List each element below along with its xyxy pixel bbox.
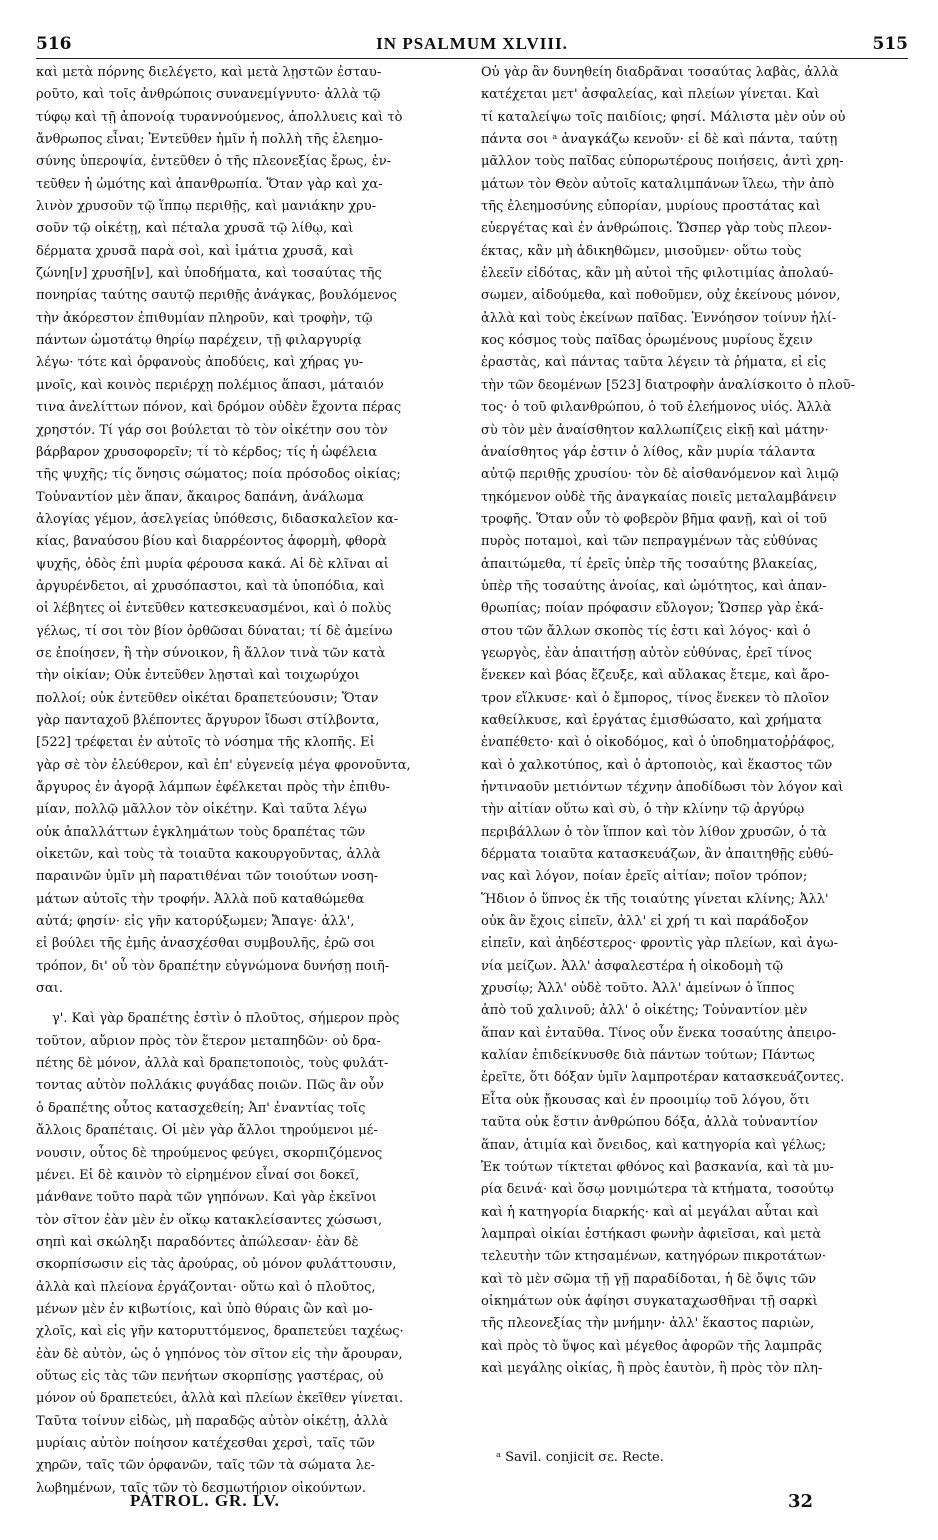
text-line: Ἥδιον ὁ ὕπνος ἐκ τῆς τοιαύτης γίνεται κλίνης; Ἀλλ' <box>481 891 829 907</box>
text-line: κίας, βαναύσου βίου καὶ διαρρέοντος ἀφορμὴ, φθορὰ <box>36 534 387 550</box>
text-line: πονηρίας ταύτης σαυτῷ περιθῇς ἀνάγκας, βουλόμενος <box>36 288 397 304</box>
text-line: ψυχῆς, ὁδὸς ἐπὶ μυρία φέρουσα κακά. Αἱ δὲ κλῖναι αἱ <box>36 556 389 572</box>
text-line: κος κόσμος τοὺς παῖδας ὁρωμένους μυρίους ἔχειν <box>481 333 813 349</box>
text-line: τί καταλείψω τοῖς παιδίοις; φησί. Μάλιστα μὲν οὐν οὐ <box>481 109 846 125</box>
text-line: λαμπραὶ οἰκίαι ἑστήκασι φωνὴν ἀφιεῖσαι, καὶ μετὰ <box>481 1226 822 1242</box>
text-line: τρόπον, δι' οὗ τὸν δραπέτην εὐγνώμονα δυνήσῃ ποιῆ- <box>36 958 390 974</box>
text-line: μάτων τὸν Θεὸν αὐτοῖς καταλιμπάνων ἵλεω, τὴν ἀπὸ <box>481 176 835 192</box>
text-line: τεῦθεν ἡ ὠμότης καὶ ἀπανθρωπία. Ὅταν γὰρ καὶ χα- <box>36 176 383 192</box>
text-line: τοντας αὐτὸν πολλάκις φυγάδας ποιῶν. Πῶς ἂν οὖν <box>36 1078 384 1094</box>
text-line: ἐλεεῖν εἰδότας, κἂν μὴ αὐτοὶ τῆς φιλοτιμίας ἀπολαύ- <box>481 266 834 282</box>
text-line: ἐρεῖτε, ὅτι δόξαν ὑμῖν λαμπροτέραν κατασκευάζοντες. <box>481 1070 845 1086</box>
text-line: ἅπαν καὶ ἐνταῦθα. Τίνος οὖν ἕνεκα τοσαύτης ἀπειρο- <box>481 1025 837 1041</box>
text-line: ὑπὲρ τῆς τοσαύτης ἀνοίας, καὶ ὠμότητος, καὶ ἀπαν- <box>481 578 827 594</box>
text-line: ζώνη[ν] χρυσῆ[ν], καὶ ὑποδήματα, καὶ τοσαύτας τῆς <box>36 266 382 282</box>
footnote: ᵃ Savil. conjicit σε. Recte. <box>496 1450 664 1465</box>
text-line: γέλως, τί σοι τὸν βίον ὀρθῶσαι δύναται; τί δὲ ἀμείνω <box>36 623 393 639</box>
text-line: σε ἐποίησεν, ἢ τὴν σύνοικον, ἢ ἄλλον τινὰ τῶν κατὰ <box>36 645 386 661</box>
text-line: τῆς ἐλεημοσύνης εὐπορίαν, μυρίους προστάτας καὶ <box>481 199 821 215</box>
text-line: μένων μὲν ἐν κιβωτίοις, καὶ ὑπὸ θύραις ὢν καὶ μο- <box>36 1301 373 1317</box>
left-paragraph-2 <box>36 1008 466 1500</box>
header-rule <box>36 58 908 59</box>
text-line: καὶ ὁ χαλκοτύπος, καὶ ὁ ἀρτοποιὸς, καὶ ἕκαστος τῶν <box>481 757 833 773</box>
text-line: τηκόμενον οὐδὲ τῆς ἀναγκαίας ποιεῖς μεταλαμβάνειν <box>481 489 837 505</box>
text-line: ἐὰν δὲ αὐτὸν, ὡς ὁ γηπόνος τὸν σῖτον εἰς τὴν ἄρουραν, <box>36 1346 403 1362</box>
text-line: ἅπαν, ἀτιμία καὶ ὄνειδος, καὶ κατηγορία καὶ γέλως; <box>481 1137 827 1153</box>
text-line: ρία δεινά· καὶ ὅσῳ μονιμώτερα τὰ κτήματα, τοσούτῳ <box>481 1182 834 1198</box>
text-line: μάνθανε τοῦτο παρὰ τῶν γηπόνων. Καὶ γὰρ ἐκεῖνοι <box>36 1190 377 1206</box>
text-line: μόνον οὐ δραπετεύει, ἀλλὰ καὶ πλείων ἐκεῖθεν γίνεται. <box>36 1391 404 1407</box>
text-line: οὐκ ἂν ἔχοις εἰπεῖν, ἀλλ' εἰ χρή τι καὶ παράδοξον <box>481 914 809 930</box>
text-line: ἀναίσθητος γάρ ἐστιν ὁ λίθος, κἂν μυρία τάλαντα <box>481 444 816 460</box>
text-line: ἕνεκεν καὶ βόας ἔζευξε, καὶ αὔλακας ἔτεμε, καὶ ἄρο- <box>481 668 830 684</box>
text-line: τὴν τῶν δεομένων [523] διατροφὴν ἀναλίσκοιτο ὁ πλοῦ- <box>481 377 856 393</box>
running-header <box>36 34 908 58</box>
text-line: μᾶλλον τοὺς παῖδας εὐπορωτέρους ποιήσεις, ἀντὶ χρη- <box>481 154 844 170</box>
text-line: τὴν αἰτίαν οὕτω καὶ σὺ, ὁ τὴν κλίνην τῷ ἀργύρῳ <box>481 802 805 818</box>
left-column <box>36 62 466 1500</box>
footer-signature-number: 32 <box>788 1491 814 1512</box>
text-line: εἰπεῖν, καὶ ἀηδέστερος· φροντὶς γὰρ πλείων, καὶ ἀγω- <box>481 936 839 952</box>
text-line: νας καὶ λόγον, ποίαν ἐρεῖς αἰτίαν; ποῖον τρόπον; <box>481 869 808 885</box>
text-line: οἱ λέβητες οἱ ἐντεῦθεν κατεσκευασμένοι, καὶ ὁ πολὺς <box>36 601 392 617</box>
running-title: IN PSALMUM XLVIII. <box>376 34 568 53</box>
text-line: σοῦν τῷ οἰκέτῃ, καὶ πέταλα χρυσᾶ τῷ λίθῳ, καὶ <box>36 221 354 237</box>
text-line: σύνης ὑπεροψία, ἐντεῦθεν ὁ τῆς πλεονεξίας ἔρως, ἐν- <box>36 154 391 170</box>
text-line: σαι. <box>36 981 63 997</box>
text-line: γὰρ σὲ τὸν ἐλεύθερον, καὶ ἐπ' εὐγενείᾳ μέγα φρονοῦντα, <box>36 757 411 773</box>
text-line: τὸν σῖτον ἐὰν μὲν ἐν οἴκῳ κατακλείσαντες χώσωσι, <box>36 1212 383 1228</box>
paragraph-gap <box>36 1000 466 1008</box>
page-number-right: 515 <box>872 34 908 54</box>
text-line: δέρματα χρυσᾶ παρὰ σοὶ, καὶ ἱμάτια χρυσᾶ, καὶ <box>36 243 354 259</box>
text-line: θρωπίας; ποίαν πρόφασιν εὔλογον; Ὥσπερ γὰρ ἑκά- <box>481 601 824 617</box>
text-line: ταῦτα οὐκ ἔστιν ἀνθρώπου δόξα, ἀλλὰ τοὐναντίον <box>481 1115 818 1131</box>
text-line: ἐναπέθετο· καὶ ὁ οἰκοδόμος, καὶ ὁ ὑποδηματοῤῥάφος, <box>481 735 835 751</box>
footer-signature: PATROL. GR. LV. <box>130 1491 280 1510</box>
text-line: μένει. Εἰ δὲ καινὸν τὸ εἰρημένον εἶναί σοι δοκεῖ, <box>36 1167 360 1183</box>
text-line: χρυσίῳ; Ἀλλ' οὐδὲ τοῦτο. Ἀλλ' ἀμείνων ὁ ἵππος <box>481 981 795 997</box>
text-line: χηρῶν, ταῖς τῶν ὀρφανῶν, ταῖς τῶν τὰ σώματα λε- <box>36 1458 375 1474</box>
text-line: μνοῖς, καὶ κοινὸς περιέρχῃ πολέμιος ἅπασι, μάταιόν <box>36 377 384 393</box>
text-line: καθείλκυσε, καὶ ἐργάτας ἐμισθώσατο, καὶ χρήματα <box>481 712 822 728</box>
text-line: περιβάλλων ὁ τὸν ἵππον καὶ τὸν λίθον χρυσῶν, ὁ τὰ <box>481 824 827 840</box>
text-line: νουσιν, οὗτος δὲ τηρούμενος φεύγει, σκορπιζόμενος <box>36 1145 383 1161</box>
text-line: καὶ μεγάλης οἰκίας, ἢ πρὸς ἑαυτὸν, ἢ πρὸς τὸν πλη- <box>481 1360 823 1376</box>
text-line: τῆς ψυχῆς; τίς ὄνησις σώματος; ποία πρόσοδος οἰκίας; <box>36 467 401 483</box>
text-line: αὐτά; φησίν· εἰς γῆν κατορύξωμεν; Ἄπαγε· ἀλλ', <box>36 914 355 930</box>
text-line: τροφῆς. Ὅταν οὖν τὸ φοβερὸν βῆμα φανῇ, καὶ οἱ τοῦ <box>481 511 827 527</box>
text-line: οἰκημάτων οὐκ ἀφίησι συγκαταχωσθῆναι τῇ σαρκὶ <box>481 1293 818 1309</box>
text-line: Τοὐναντίον μὲν ἅπαν, ἄκαιρος δαπάνη, ἀνάλωμα <box>36 489 364 505</box>
text-line: σηπὶ καὶ σκώληξι παραδόντες ἀπώλεσαν· ἐὰν δὲ <box>36 1234 359 1250</box>
text-line: τῆς πλεονεξίας τὴν μνήμην· ἀλλ' ἕκαστος παριὼν, <box>481 1316 815 1332</box>
text-line: γὰρ πανταχοῦ βλέποντες ἄργυρον ἴδωσι στίλβοντα, <box>36 712 380 728</box>
text-line: καὶ ἡ κατηγορία διαρκής· καὶ αἱ μεγάλαι αὗται καὶ <box>481 1204 819 1220</box>
text-line: πάντων ὠμοτάτῳ θηρίῳ παρέχειν, τῇ φιλαργυρίᾳ <box>36 333 362 349</box>
text-line: ὁ δραπέτης οὗτος κατασχεθείη; Ἀπ' ἐναντίας τοῖς <box>36 1100 366 1116</box>
text-line: λέγω· τότε καὶ ὀρφανοὺς ἀποδύεις, καὶ χήρας γυ- <box>36 355 364 371</box>
text-line: κατέχεται μετ' ἀσφαλείας, καὶ πλείων γίνεται. Καὶ <box>481 87 820 103</box>
text-line: σωμεν, αἰδούμεθα, καὶ ποθοῦμεν, οὐχ ἐκείνους μόνον, <box>481 288 841 304</box>
text-line: ἀπὸ τοῦ χαλινοῦ; ἀλλ' ὁ οἰκέτης; Τοὐναντίον μὲν <box>481 1003 808 1019</box>
text-line: παραινῶν ὑμῖν μὴ παρατιθέναι τῶν τοιούτων νοση- <box>36 869 379 885</box>
text-line: καλίαν ἐπιδείκνυσθε διὰ πάντων τούτων; Πάντως <box>481 1048 815 1064</box>
text-line: γ'. Καὶ γὰρ δραπέτης ἐστὶν ὁ πλοῦτος, σήμερον πρὸς <box>52 1011 400 1027</box>
text-line: οὕτως εἰς τὰς τῶν πενήτων σκορπίσῃς γαστέρας, οὐ <box>36 1368 384 1384</box>
text-line: οἰκετῶν, καὶ τοὺς τὰ τοιαῦτα κακουργοῦντας, ἀλλὰ <box>36 847 381 863</box>
right-paragraph-1 <box>481 62 910 1380</box>
text-line: λωβημένων, ταῖς τῶν τὸ δεσμωτήριον οἰκούντων. <box>36 1480 367 1496</box>
text-line: τύφῳ καὶ τῇ ἀπονοίᾳ τυραννούμενος, ἀπολλυεις καὶ τὸ <box>36 109 403 125</box>
text-line: ἀλογίας γέμον, ἀσελγείας ὑπόθεσις, διδασκαλεῖον κα- <box>36 511 399 527</box>
text-line: πάντα σοι ᵃ ἀναγκάζω κενοῦν· εἰ δὲ καὶ πάντα, ταύτῃ <box>481 132 838 148</box>
page-number-left: 516 <box>36 34 72 54</box>
text-line: μίαν, πολλῷ μᾶλλον τὸν οἰκέτην. Καὶ ταῦτα λέγω <box>36 802 367 818</box>
text-line: δέρματα τοιαῦτα κατασκευάζων, ἂν ἀπαιτηθῇς εὐθύ- <box>481 847 834 863</box>
text-line: ροῦτο, καὶ τοῖς ἀνθρώποις συνανεμίγνυτο· ἀλλὰ τῷ <box>36 87 381 103</box>
text-line: Εἶτα οὐκ ᾔκουσας καὶ ἐν προοιμίῳ τοῦ λόγου, ὅτι <box>481 1092 810 1108</box>
text-line: χλοῖς, καὶ εἰς γῆν κατορυττόμενος, δραπετεύει ταχέως· <box>36 1324 404 1340</box>
text-line: [522] τρέφεται ἐν αὐτοῖς τὸ νόσημα τῆς κλοπῆς. Εἰ <box>36 735 375 751</box>
text-line: εὐεργέτας καὶ ἐν ἀνθρώποις. Ὥσπερ γὰρ τοὺς πλεον- <box>481 221 832 237</box>
text-line: στου τῶν ἄλλων σκοπὸς τίς ἐστι καὶ λόγος· καὶ ὁ <box>481 623 811 639</box>
text-line: γεωργὸς, ἐὰν ἀπαιτήσῃ αὐτὸν εὐθύνας, ἐρεῖ τίνος <box>481 645 812 661</box>
text-line: νία μείζων. Ἀλλ' ἀσφαλεστέρα ἡ οἰκοδομὴ τῷ <box>481 958 784 974</box>
text-line: Οὐ γὰρ ἂν δυνηθείη διαδρᾶναι τοσαύτας λαβὰς, ἀλλὰ <box>481 65 839 80</box>
text-line: ἀλλὰ καὶ τοὺς ἐκείνων παῖδας. Ἐννόησον τοίνυν ἡλί- <box>481 310 837 326</box>
text-line: σὺ τὸν μὲν ἀναίσθητον καλλωπίζεις εἰκῇ καὶ μάτην· <box>481 422 829 438</box>
text-line: τος· ὁ τοῦ φιλανθρώπου, ὁ τοῦ ἐλεήμονος υἱός. Ἀλλὰ <box>481 400 832 416</box>
text-line: τὴν ἀκόρεστον ἐπιθυμίαν πληροῦν, καὶ τροφὴν, τῷ <box>36 310 373 326</box>
text-line: ἀπαιτώμεθα, τί ἐρεῖς ὑπὲρ τῆς τοσαύτης βλακείας, <box>481 556 818 572</box>
text-line: πέτης δὲ μόνον, ἀλλὰ καὶ δραπετοποιὸς, τοὺς φυλάτ- <box>36 1056 389 1072</box>
text-line: πολλοί; οὐκ ἐντεῦθεν οἰκέται δραπετεύουσιν; Ὅταν <box>36 690 379 706</box>
text-line: καὶ πρὸς τὸ ὕψος καὶ μέγεθος ἀφορῶν τῆς λαμπρᾶς <box>481 1338 823 1354</box>
text-line: μυρίαις αὐτὸν ποίησον κατέχεσθαι χερσὶ, ταῖς τῶν <box>36 1435 375 1451</box>
text-line: ἄνθρωπος εἶναι; Ἐντεῦθεν ἡμῖν ἡ πολλὴ τῆς ἐλεημο- <box>36 132 383 148</box>
text-line: εἰ βούλει τῆς ἐμῆς ἀνασχέσθαι συμβουλῆς, ἐρῶ σοι <box>36 936 376 952</box>
text-line: ἄργυρος ἐν ἀγορᾷ λάμπων ἐφέλκεται πρὸς τὴν ἐπιθυ- <box>36 780 390 795</box>
left-paragraph-1 <box>36 62 466 1000</box>
text-line: ἄλλοις δραπέταις. Οἱ μὲν γὰρ ἄλλοι τηρούμενοι μέ- <box>36 1123 378 1139</box>
text-line: Ταῦτα τοίνυν εἰδὼς, μὴ παραδῷς αὐτὸν οἰκέτῃ, ἀλλὰ <box>36 1413 388 1429</box>
text-line: τὴν οἰκίαν; Οὐκ ἐντεῦθεν λῃσταὶ καὶ τοιχωρύχοι <box>36 668 360 684</box>
text-line: αὐτῷ περιθῇς χρυσίου· τὸν δὲ αἰσθανόμενον καὶ λιμῷ <box>481 467 839 483</box>
text-line: τινα ἀνελίττων πόνον, καὶ δρόμον οὐδὲν ἔχοντα πέρας <box>36 400 402 416</box>
text-line: ἀργυρένδετοι, αἱ χρυσόπαστοι, καὶ τὰ ὑποπόδια, καὶ <box>36 578 385 594</box>
text-line: Ἐκ τούτων τίκτεται φθόνος καὶ βασκανία, καὶ τὰ μυ- <box>481 1159 834 1175</box>
right-column <box>481 62 910 1380</box>
text-line: οὐκ ἀπαλλάττων ἐγκλημάτων τοὺς δραπέτας τῶν <box>36 824 366 840</box>
text-line: βάρβαρον χρυσοφορεῖν; τί τὸ κέρδος; τίς ἡ ὠφέλεια <box>36 444 378 460</box>
text-line: ἐραστὰς, καὶ πάντας ταῦτα λέγειν τὰ ῥήματα, εἰ εἰς <box>481 355 827 371</box>
text-line: καὶ τὸ μὲν σῶμα τῇ γῇ παραδίδοται, ἡ δὲ ὄψις τῶν <box>481 1271 817 1287</box>
text-line: τοῦτον, αὔριον πρὸς τὸν ἕτερον μεταπηδῶν· οὐ δρα- <box>36 1033 381 1049</box>
text-line: ἀλλὰ καὶ πλείονα ἐργάζονται· οὕτω καὶ ὁ πλοῦτος, <box>36 1279 376 1295</box>
text-line: τρον εἵλκυσε· καὶ ὁ ἔμπορος, τίνος ἕνεκεν τὸ πλοῖον <box>481 690 830 706</box>
text-line: σκορπίσωσιν εἰς τὰς ἀρούρας, οὐ μόνον φυλάττουσιν, <box>36 1257 397 1273</box>
text-line: λινὸν χρυσοῦν τῷ ἵππῳ περιθῇς, καὶ μανιάκην χρυ- <box>36 199 377 215</box>
text-line: χρηστόν. Τί γάρ σοι βούλεται τὸ τὸν οἰκέτην σου τὸν <box>36 422 388 438</box>
text-line: τελευτὴν τῶν κτησαμένων, κατηγόρων πικροτάτων· <box>481 1249 827 1265</box>
text-line: πυρὸς ποταμοὶ, καὶ τῶν πεπραγμένων τὰς εὐθύνας <box>481 534 818 550</box>
text-line: έκτας, κἂν μὴ ἀδικηθῶμεν, μισοῦμεν· οὕτω τοὺς <box>481 243 802 259</box>
text-line: καὶ μετὰ πόρνης διελέγετο, καὶ μετὰ λῃστῶν ἐσταυ- <box>36 65 382 80</box>
text-line: μάτων αὐτοῖς τὴν τροφήν. Ἀλλὰ ποῦ καταθώμεθα <box>36 891 365 907</box>
text-line: ἡντιναοῦν μετιόντων τέχνην ἀποδίδωσι τὸν λόγον καὶ <box>481 780 844 795</box>
